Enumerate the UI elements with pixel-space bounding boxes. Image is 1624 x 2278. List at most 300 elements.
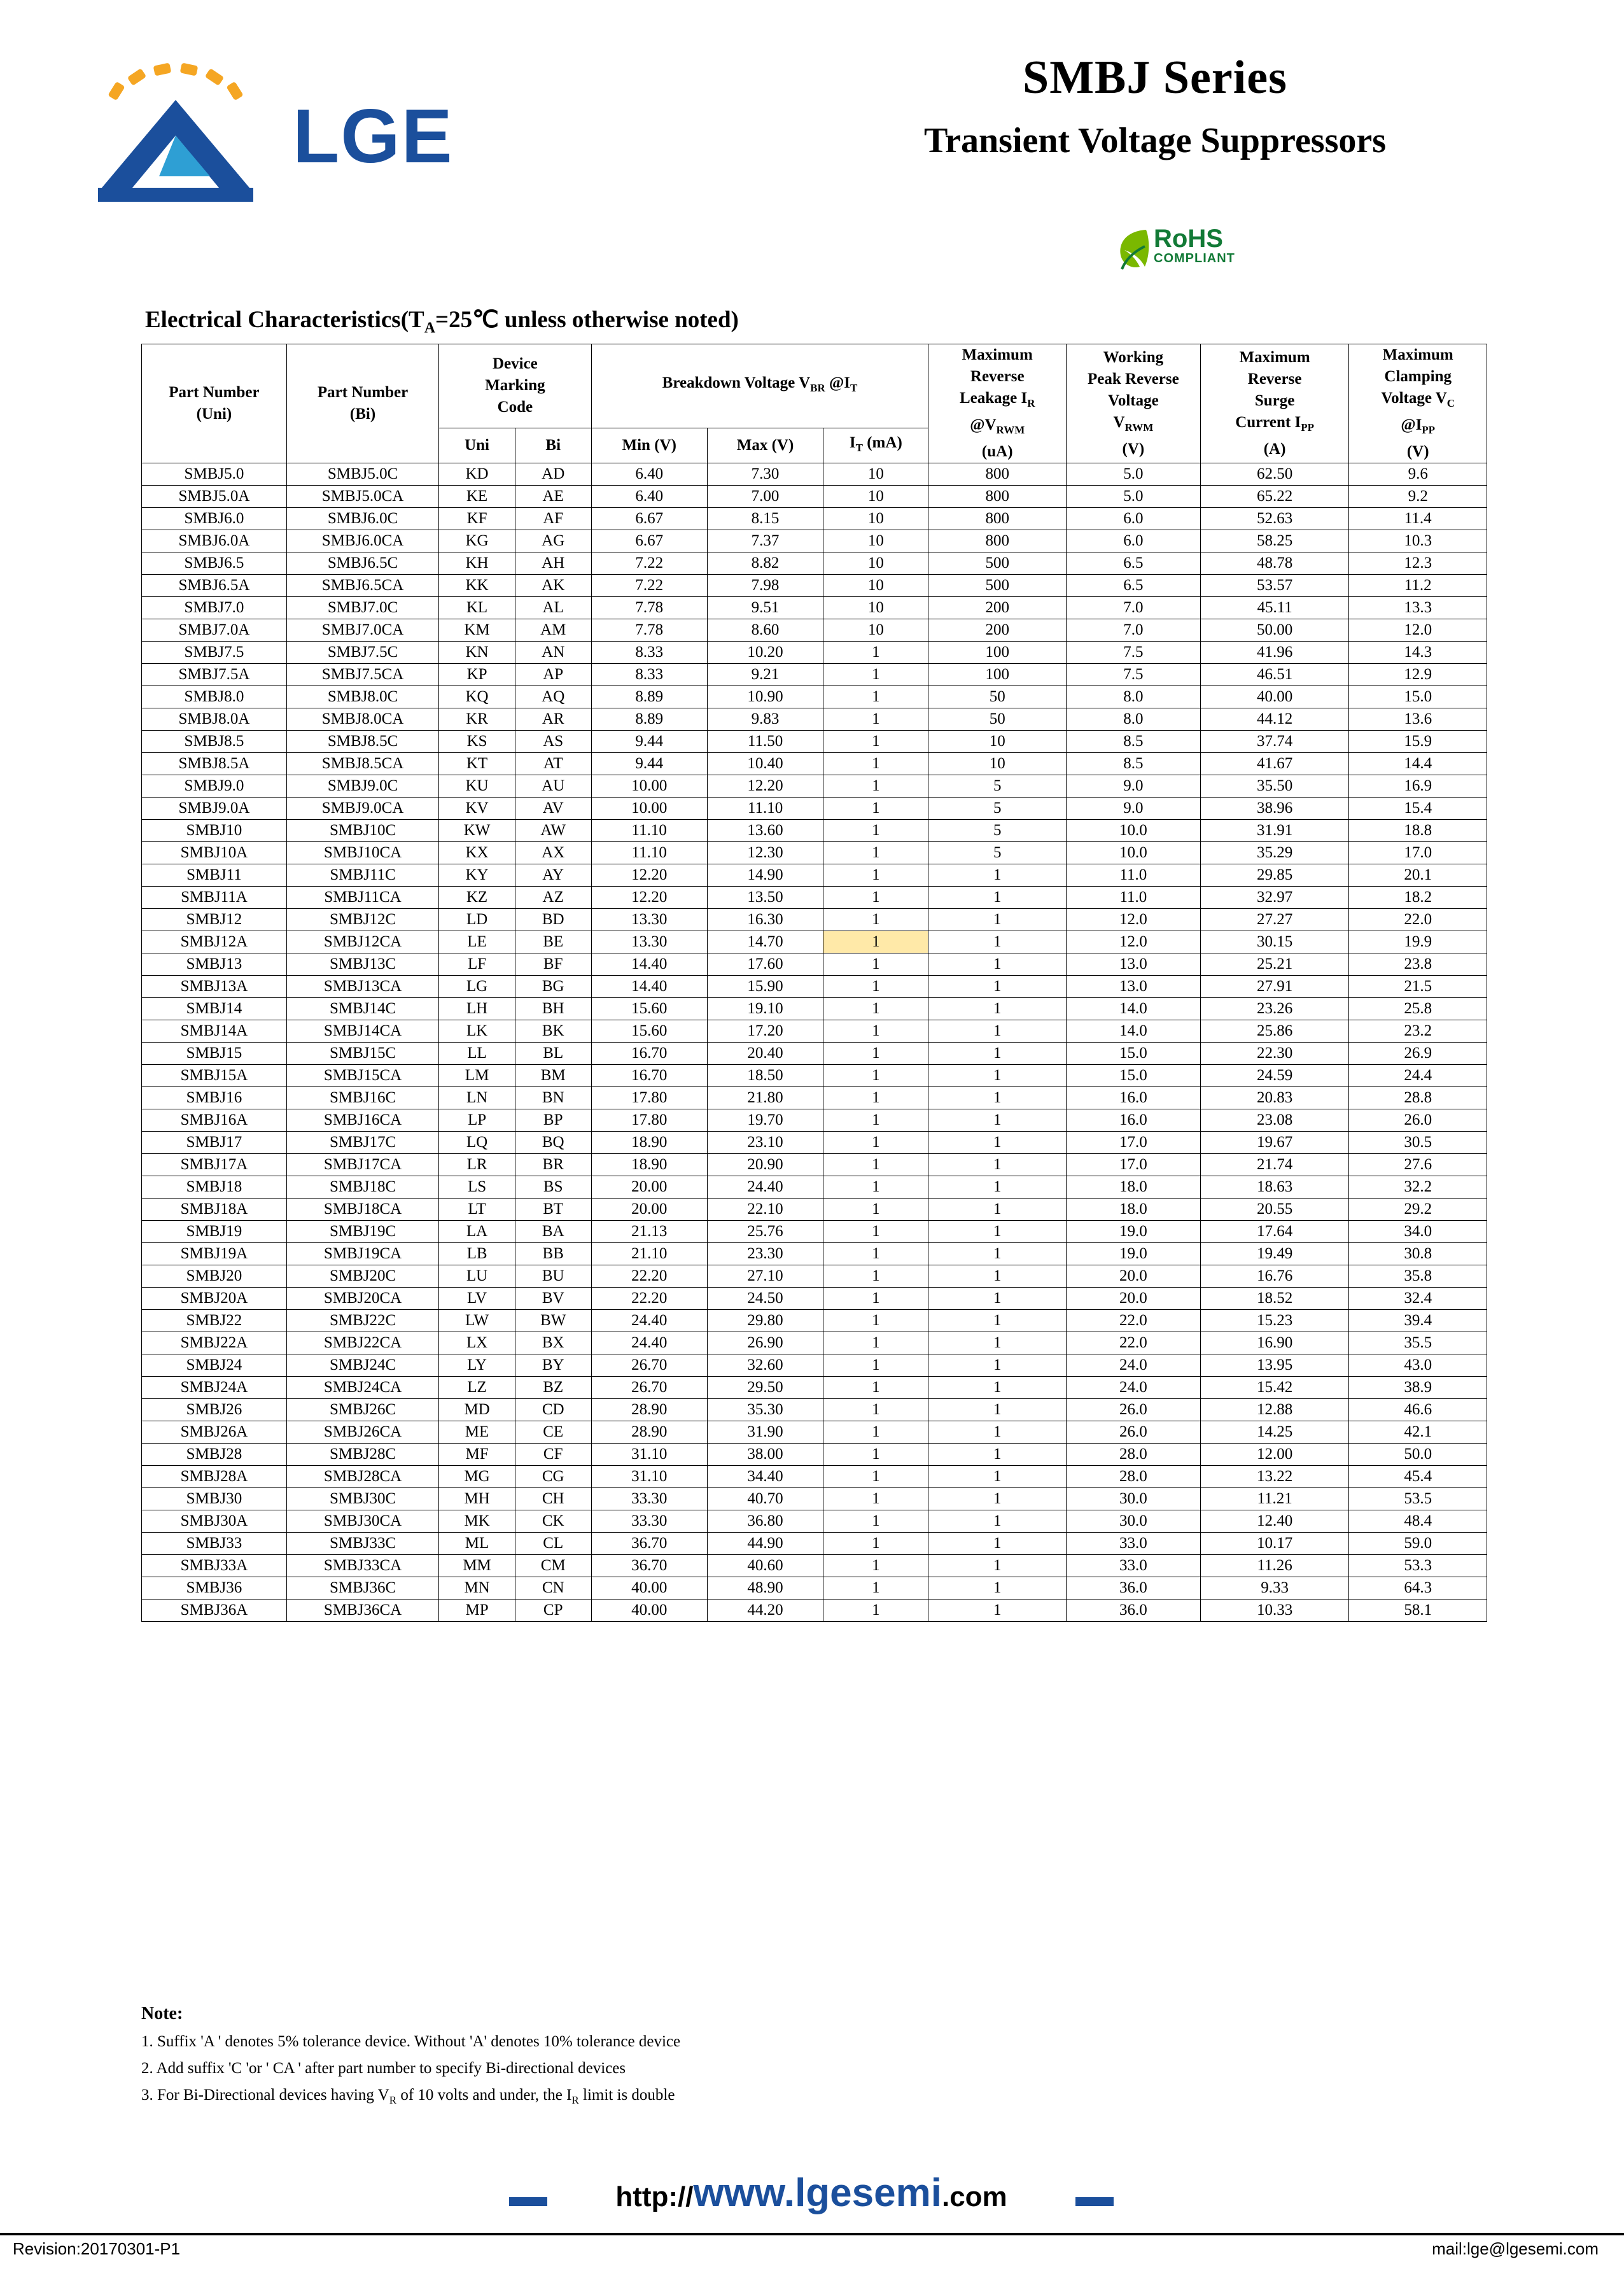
table-cell: BA xyxy=(515,1221,591,1243)
table-cell: 1 xyxy=(823,642,928,664)
th-part-bi xyxy=(286,344,438,463)
table-cell: 1 xyxy=(823,1043,928,1065)
table-cell: KX xyxy=(439,842,515,864)
table-cell: 10.20 xyxy=(707,642,823,664)
table-cell: SMBJ22C xyxy=(286,1310,438,1332)
table-cell: AX xyxy=(515,842,591,864)
table-cell: 1 xyxy=(928,1176,1067,1199)
table-cell: SMBJ20C xyxy=(286,1265,438,1288)
table-cell: 8.89 xyxy=(591,686,707,708)
table-row xyxy=(142,1421,1487,1444)
table-cell: 9.33 xyxy=(1200,1577,1349,1600)
th-vc-l3: Voltage V xyxy=(1381,390,1447,407)
table-cell: 42.1 xyxy=(1349,1421,1487,1444)
table-cell: 58.25 xyxy=(1200,530,1349,552)
table-cell: SMBJ36CA xyxy=(286,1600,438,1622)
table-cell: 9.51 xyxy=(707,597,823,619)
table-cell: 15.60 xyxy=(591,1020,707,1043)
revision-label: Revision:20170301-P1 xyxy=(13,2239,181,2258)
table-cell: 1 xyxy=(928,1065,1067,1087)
table-cell: 6.67 xyxy=(591,508,707,530)
table-cell: KG xyxy=(439,530,515,552)
table-cell: LF xyxy=(439,953,515,976)
table-cell: LA xyxy=(439,1221,515,1243)
table-cell: 1 xyxy=(823,1154,928,1176)
table-cell: AS xyxy=(515,731,591,753)
table-cell: AY xyxy=(515,864,591,887)
table-row xyxy=(142,1377,1487,1399)
table-cell: SMBJ17CA xyxy=(286,1154,438,1176)
table-cell: 1 xyxy=(928,1421,1067,1444)
table-cell: KP xyxy=(439,664,515,686)
table-cell: 6.5 xyxy=(1066,575,1200,597)
note-3-sub1: R xyxy=(389,2094,397,2106)
table-cell: 28.8 xyxy=(1349,1087,1487,1109)
table-cell: 25.21 xyxy=(1200,953,1349,976)
table-cell: 32.60 xyxy=(707,1354,823,1377)
table-cell: CH xyxy=(515,1488,591,1510)
table-cell: 11.0 xyxy=(1066,887,1200,909)
table-cell: SMBJ26A xyxy=(142,1421,287,1444)
table-cell: 1 xyxy=(823,864,928,887)
table-cell: 1 xyxy=(823,1221,928,1243)
table-cell: 24.50 xyxy=(707,1288,823,1310)
table-cell: 8.33 xyxy=(591,664,707,686)
table-cell: 1 xyxy=(823,753,928,775)
table-cell: SMBJ30CA xyxy=(286,1510,438,1533)
table-cell: 24.59 xyxy=(1200,1065,1349,1087)
table-cell: SMBJ14C xyxy=(286,998,438,1020)
table-cell: 29.80 xyxy=(707,1310,823,1332)
rohs-label: RoHS xyxy=(1154,225,1223,253)
table-cell: SMBJ9.0A xyxy=(142,798,287,820)
table-cell: 100 xyxy=(928,664,1067,686)
table-row xyxy=(142,1176,1487,1199)
table-cell: SMBJ19CA xyxy=(286,1243,438,1265)
table-cell: 35.8 xyxy=(1349,1265,1487,1288)
th-vc-l3-sub: C xyxy=(1446,397,1455,409)
table-cell: 35.30 xyxy=(707,1399,823,1421)
table-cell: 15.9 xyxy=(1349,731,1487,753)
table-cell: 22.10 xyxy=(707,1199,823,1221)
th-ipp-l4-sub: PP xyxy=(1301,421,1314,433)
website-link[interactable] xyxy=(547,2170,1075,2216)
table-cell: 500 xyxy=(928,575,1067,597)
table-cell: 22.0 xyxy=(1066,1332,1200,1354)
table-cell: 18.8 xyxy=(1349,820,1487,842)
table-cell: 7.0 xyxy=(1066,597,1200,619)
table-cell: 1 xyxy=(823,1288,928,1310)
table-cell: SMBJ10A xyxy=(142,842,287,864)
table-cell: 6.0 xyxy=(1066,508,1200,530)
table-cell: 11.0 xyxy=(1066,864,1200,887)
table-cell: SMBJ36A xyxy=(142,1600,287,1622)
table-cell: 30.0 xyxy=(1066,1510,1200,1533)
table-cell: 46.51 xyxy=(1200,664,1349,686)
table-cell: 53.5 xyxy=(1349,1488,1487,1510)
table-cell: CG xyxy=(515,1466,591,1488)
table-cell: SMBJ18C xyxy=(286,1176,438,1199)
table-cell: 1 xyxy=(823,1555,928,1577)
table-cell: 13.6 xyxy=(1349,708,1487,731)
table-cell: SMBJ13A xyxy=(142,976,287,998)
table-cell: 31.10 xyxy=(591,1444,707,1466)
table-cell: KE xyxy=(439,486,515,508)
table-cell: 33.0 xyxy=(1066,1555,1200,1577)
table-cell: 30.5 xyxy=(1349,1132,1487,1154)
table-cell: 1 xyxy=(823,953,928,976)
table-cell: 48.90 xyxy=(707,1577,823,1600)
th-leak-l2: Reverse xyxy=(970,368,1025,385)
table-cell: BR xyxy=(515,1154,591,1176)
table-row xyxy=(142,686,1487,708)
table-cell: 15.23 xyxy=(1200,1310,1349,1332)
table-cell: SMBJ26CA xyxy=(286,1421,438,1444)
table-row xyxy=(142,1154,1487,1176)
table-cell: 29.50 xyxy=(707,1377,823,1399)
table-cell: AG xyxy=(515,530,591,552)
table-cell: 11.2 xyxy=(1349,575,1487,597)
table-cell: BF xyxy=(515,953,591,976)
notes-block xyxy=(141,2004,1487,2107)
table-cell: AH xyxy=(515,552,591,575)
table-cell: SMBJ15C xyxy=(286,1043,438,1065)
table-cell: AK xyxy=(515,575,591,597)
table-row xyxy=(142,1488,1487,1510)
table-cell: BK xyxy=(515,1020,591,1043)
table-cell: 1 xyxy=(823,976,928,998)
table-body xyxy=(142,463,1487,1622)
table-cell: 38.96 xyxy=(1200,798,1349,820)
table-cell: 24.4 xyxy=(1349,1065,1487,1087)
table-cell: AL xyxy=(515,597,591,619)
table-row xyxy=(142,1020,1487,1043)
th-min-v: Min (V) xyxy=(591,428,707,463)
table-row xyxy=(142,1199,1487,1221)
table-cell: SMBJ11 xyxy=(142,864,287,887)
table-cell: 1 xyxy=(928,998,1067,1020)
table-cell: SMBJ6.5C xyxy=(286,552,438,575)
table-cell: SMBJ8.0 xyxy=(142,686,287,708)
table-cell: 12.20 xyxy=(707,775,823,798)
table-cell: SMBJ16A xyxy=(142,1109,287,1132)
table-cell: MG xyxy=(439,1466,515,1488)
table-cell: 21.80 xyxy=(707,1087,823,1109)
table-cell: 12.0 xyxy=(1349,619,1487,642)
table-cell: LU xyxy=(439,1265,515,1288)
table-cell: 34.40 xyxy=(707,1466,823,1488)
table-cell: KT xyxy=(439,753,515,775)
table-cell: SMBJ24C xyxy=(286,1354,438,1377)
table-cell: SMBJ6.5A xyxy=(142,575,287,597)
table-cell: SMBJ30 xyxy=(142,1488,287,1510)
table-cell: 10.90 xyxy=(707,686,823,708)
table-cell: AF xyxy=(515,508,591,530)
table-cell: 1 xyxy=(823,1488,928,1510)
table-cell: 1 xyxy=(823,1533,928,1555)
th-breakdown-voltage xyxy=(591,344,928,428)
table-cell: 10 xyxy=(823,508,928,530)
th-ipp-l4: Current I xyxy=(1235,414,1301,431)
table-row xyxy=(142,1533,1487,1555)
table-cell: 17.0 xyxy=(1349,842,1487,864)
table-row xyxy=(142,597,1487,619)
table-cell: BG xyxy=(515,976,591,998)
table-cell: 10 xyxy=(823,530,928,552)
table-cell: 9.2 xyxy=(1349,486,1487,508)
table-cell: 1 xyxy=(928,1488,1067,1510)
table-cell: SMBJ33A xyxy=(142,1555,287,1577)
table-cell: AE xyxy=(515,486,591,508)
contact-email[interactable]: mail:lge@lgesemi.com xyxy=(1432,2239,1599,2258)
table-cell: 15.0 xyxy=(1349,686,1487,708)
table-cell: 59.0 xyxy=(1349,1533,1487,1555)
table-cell: BD xyxy=(515,909,591,931)
table-cell: 64.3 xyxy=(1349,1577,1487,1600)
table-cell: 5 xyxy=(928,842,1067,864)
table-cell: 7.5 xyxy=(1066,642,1200,664)
th-device-marking xyxy=(439,344,591,428)
table-cell: 24.40 xyxy=(591,1332,707,1354)
table-cell: 11.10 xyxy=(591,842,707,864)
table-cell: ME xyxy=(439,1421,515,1444)
table-cell: 10 xyxy=(823,486,928,508)
rohs-badge xyxy=(1117,226,1282,274)
table-cell: 14.40 xyxy=(591,953,707,976)
table-row xyxy=(142,820,1487,842)
table-cell: 40.60 xyxy=(707,1555,823,1577)
th-vc-l2: Clamping xyxy=(1384,368,1452,385)
th-part-bi-l2: (Bi) xyxy=(349,405,376,423)
table-cell: 27.6 xyxy=(1349,1154,1487,1176)
table-cell: 1 xyxy=(823,1199,928,1221)
table-cell: 31.91 xyxy=(1200,820,1349,842)
table-cell: 50 xyxy=(928,708,1067,731)
table-cell: 8.82 xyxy=(707,552,823,575)
th-vrwm-l4-sub: RWM xyxy=(1124,421,1154,433)
table-cell: 7.98 xyxy=(707,575,823,597)
table-cell: BX xyxy=(515,1332,591,1354)
table-cell: 10.00 xyxy=(591,798,707,820)
table-cell: 36.70 xyxy=(591,1555,707,1577)
th-vrwm-l2: Peak Reverse xyxy=(1088,370,1179,388)
url-domain: www.lgesemi xyxy=(693,2171,942,2215)
th-vrwm-l1: Working xyxy=(1103,349,1164,366)
th-it-sub: T xyxy=(855,441,863,454)
table-cell: SMBJ30C xyxy=(286,1488,438,1510)
footer-rule-left xyxy=(509,2197,547,2206)
table-cell: KD xyxy=(439,463,515,486)
table-row xyxy=(142,1444,1487,1466)
table-cell: 1 xyxy=(928,1577,1067,1600)
table-cell: SMBJ8.5CA xyxy=(286,753,438,775)
table-cell: SMBJ13C xyxy=(286,953,438,976)
table-cell: 17.80 xyxy=(591,1087,707,1109)
table-cell: 25.76 xyxy=(707,1221,823,1243)
table-cell: 8.33 xyxy=(591,642,707,664)
table-cell: 23.10 xyxy=(707,1132,823,1154)
table-cell: 6.0 xyxy=(1066,530,1200,552)
table-cell: BU xyxy=(515,1265,591,1288)
table-row xyxy=(142,1310,1487,1332)
table-cell: 10.3 xyxy=(1349,530,1487,552)
table-cell: 6.40 xyxy=(591,463,707,486)
table-cell: 10 xyxy=(928,731,1067,753)
table-cell: 1 xyxy=(823,775,928,798)
table-cell: 31.90 xyxy=(707,1421,823,1444)
table-cell: SMBJ8.5A xyxy=(142,753,287,775)
table-cell: 11.50 xyxy=(707,731,823,753)
table-cell: SMBJ7.5C xyxy=(286,642,438,664)
table-cell: MP xyxy=(439,1600,515,1622)
table-cell: KL xyxy=(439,597,515,619)
table-cell: 28.90 xyxy=(591,1399,707,1421)
table-header-row-1 xyxy=(142,344,1487,428)
table-cell: LS xyxy=(439,1176,515,1199)
table-cell: 8.5 xyxy=(1066,731,1200,753)
table-row xyxy=(142,664,1487,686)
table-row xyxy=(142,1466,1487,1488)
table-cell: SMBJ7.0A xyxy=(142,619,287,642)
table-cell: 13.30 xyxy=(591,931,707,953)
table-cell: 48.78 xyxy=(1200,552,1349,575)
th-part-bi-l1: Part Number xyxy=(317,384,409,401)
table-cell: 800 xyxy=(928,463,1067,486)
table-cell: 12.0 xyxy=(1066,931,1200,953)
table-cell: 13.60 xyxy=(707,820,823,842)
table-cell: 25.86 xyxy=(1200,1020,1349,1043)
table-cell: ML xyxy=(439,1533,515,1555)
table-cell: KS xyxy=(439,731,515,753)
table-row xyxy=(142,976,1487,998)
table-cell: 35.5 xyxy=(1349,1332,1487,1354)
table-cell: 34.0 xyxy=(1349,1221,1487,1243)
table-cell: LZ xyxy=(439,1377,515,1399)
table-cell: 28.0 xyxy=(1066,1444,1200,1466)
table-cell: 13.3 xyxy=(1349,597,1487,619)
table-cell: 8.0 xyxy=(1066,708,1200,731)
table-cell: BS xyxy=(515,1176,591,1199)
table-cell: SMBJ36 xyxy=(142,1577,287,1600)
table-cell: 200 xyxy=(928,597,1067,619)
table-cell: MK xyxy=(439,1510,515,1533)
note-3-a: 3. For Bi-Directional devices having V xyxy=(141,2086,389,2104)
page-title: SMBJ Series xyxy=(1023,52,1287,104)
table-cell: 37.74 xyxy=(1200,731,1349,753)
table-cell: 7.30 xyxy=(707,463,823,486)
table-cell: BV xyxy=(515,1288,591,1310)
table-cell: SMBJ7.5A xyxy=(142,664,287,686)
company-logo xyxy=(83,60,454,207)
table-cell: 26.70 xyxy=(591,1354,707,1377)
note-3-sub2: R xyxy=(571,2094,579,2106)
table-cell: 1 xyxy=(928,1533,1067,1555)
table-cell: 13.95 xyxy=(1200,1354,1349,1377)
table-cell: 39.4 xyxy=(1349,1310,1487,1332)
table-cell: AT xyxy=(515,753,591,775)
th-it-ma xyxy=(823,428,928,463)
table-cell: 40.00 xyxy=(591,1600,707,1622)
table-cell: SMBJ12C xyxy=(286,909,438,931)
table-cell: MN xyxy=(439,1577,515,1600)
table-cell: SMBJ9.0CA xyxy=(286,798,438,820)
table-cell: 9.0 xyxy=(1066,775,1200,798)
table-cell: BL xyxy=(515,1043,591,1065)
table-cell: SMBJ11CA xyxy=(286,887,438,909)
table-cell: SMBJ20CA xyxy=(286,1288,438,1310)
table-cell: 19.10 xyxy=(707,998,823,1020)
table-cell: SMBJ12CA xyxy=(286,931,438,953)
table-cell: 30.8 xyxy=(1349,1243,1487,1265)
table-cell: 15.60 xyxy=(591,998,707,1020)
table-cell: 12.9 xyxy=(1349,664,1487,686)
table-cell: SMBJ22CA xyxy=(286,1332,438,1354)
table-cell: 20.55 xyxy=(1200,1199,1349,1221)
table-cell: 11.10 xyxy=(591,820,707,842)
table-cell: MD xyxy=(439,1399,515,1421)
table-cell: 33.0 xyxy=(1066,1533,1200,1555)
table-cell: SMBJ26 xyxy=(142,1399,287,1421)
table-cell: 1 xyxy=(928,1600,1067,1622)
table-cell: 11.10 xyxy=(707,798,823,820)
table-cell: 11.4 xyxy=(1349,508,1487,530)
leaf-icon xyxy=(1117,227,1150,272)
table-cell: BP xyxy=(515,1109,591,1132)
table-cell: 1 xyxy=(823,1399,928,1421)
th-part-uni-l1: Part Number xyxy=(169,384,260,401)
table-cell: 11.26 xyxy=(1200,1555,1349,1577)
table-row xyxy=(142,798,1487,820)
table-cell: 29.85 xyxy=(1200,864,1349,887)
table-cell: 1 xyxy=(823,1444,928,1466)
table-row xyxy=(142,931,1487,953)
table-cell: 16.0 xyxy=(1066,1109,1200,1132)
table-cell: 1 xyxy=(928,1310,1067,1332)
table-cell: SMBJ6.0CA xyxy=(286,530,438,552)
table-cell: AD xyxy=(515,463,591,486)
table-cell: 35.50 xyxy=(1200,775,1349,798)
table-cell: SMBJ17C xyxy=(286,1132,438,1154)
table-cell: SMBJ5.0A xyxy=(142,486,287,508)
table-row xyxy=(142,998,1487,1020)
table-cell: 35.29 xyxy=(1200,842,1349,864)
table-cell: 1 xyxy=(823,909,928,931)
table-cell: 24.40 xyxy=(591,1310,707,1332)
table-cell: 33.30 xyxy=(591,1510,707,1533)
table-row xyxy=(142,887,1487,909)
table-cell: 8.5 xyxy=(1066,753,1200,775)
table-cell: 1 xyxy=(823,1132,928,1154)
table-cell: LD xyxy=(439,909,515,931)
lge-logo-mark xyxy=(83,60,293,207)
table-cell: SMBJ28CA xyxy=(286,1466,438,1488)
table-row xyxy=(142,842,1487,864)
table-cell: 800 xyxy=(928,486,1067,508)
th-working-peak-reverse-voltage xyxy=(1066,344,1200,463)
table-cell: 10 xyxy=(823,597,928,619)
table-cell: 1 xyxy=(928,1265,1067,1288)
table-cell: SMBJ13 xyxy=(142,953,287,976)
table-cell: 19.67 xyxy=(1200,1132,1349,1154)
table-cell: SMBJ7.0CA xyxy=(286,619,438,642)
table-cell: 1 xyxy=(928,976,1067,998)
th-breakdown-at-sub: T xyxy=(850,382,858,395)
table-cell: 1 xyxy=(823,1577,928,1600)
table-cell: 20.0 xyxy=(1066,1288,1200,1310)
page-footer xyxy=(0,2164,1624,2278)
table-cell: 40.00 xyxy=(591,1577,707,1600)
table-cell: 15.90 xyxy=(707,976,823,998)
